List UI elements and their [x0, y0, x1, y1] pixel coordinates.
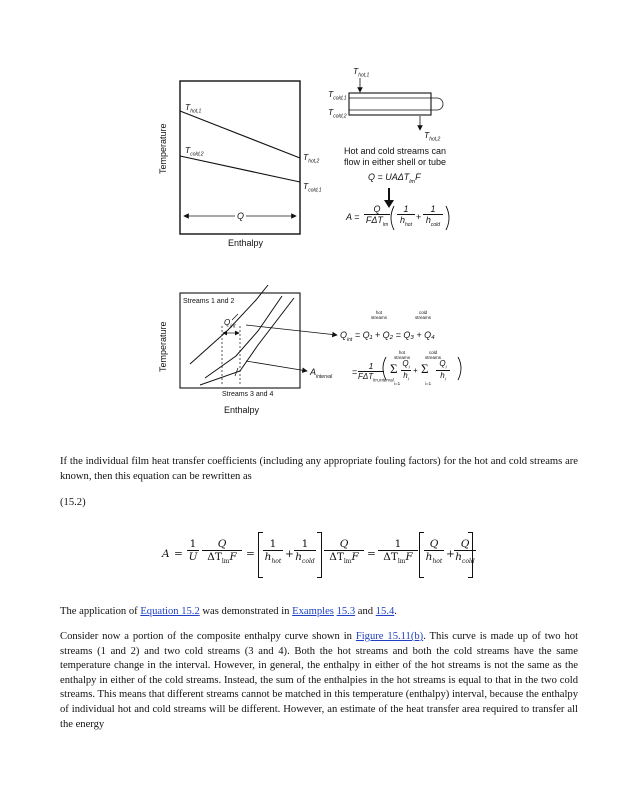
bracket-right-2: [468, 532, 473, 578]
area-pointer: [246, 361, 307, 371]
label-t-hot1: $T_{hot,1}$: [185, 102, 202, 115]
ex-label-cold1: $T_{cold,1}$: [328, 89, 347, 102]
q-int-pointer: [246, 325, 337, 335]
eq-frac-q-cold: Q $h_{cold}$: [455, 538, 475, 566]
q-int-label: $Q_{int}$: [224, 318, 236, 330]
eq-a-interval: $A_{interval}$: [310, 367, 333, 380]
eq-A: A: [162, 548, 170, 560]
eq-plus-2: +: [446, 548, 455, 560]
bottom-xlabel: Enthalpy: [224, 405, 260, 415]
link-examples[interactable]: Examples: [292, 606, 334, 617]
paren-left: [391, 206, 394, 230]
composite-plot-frame: [180, 293, 300, 388]
paragraph-1: If the individual film heat transfer coefficients (including any appropriate fouling factors) for the hot and cold streams are known, then this equation can be rewritten as: [60, 456, 578, 482]
eq-plus-1: +: [285, 548, 294, 560]
exchanger-note: Hot and cold streams can flow in either shell or tube: [343, 146, 447, 167]
q-label: Q: [237, 211, 245, 221]
eq-a-interval-frac: 1 $F\Delta T_{lm,interval}$: [358, 361, 394, 383]
bracket-right-1: [317, 532, 322, 578]
sum-frac-2: $Q_i$ $h_i$: [436, 359, 450, 381]
eq-a-plus: +: [416, 212, 422, 222]
paragraph-2: The application of Equation 15.2 was demonstrated in Examples 15.3 and 15.4.: [60, 606, 397, 617]
sum-limit-2: i=1: [425, 381, 432, 386]
ex-label-hot2: $T_{hot,2}$: [424, 130, 441, 143]
eq-frac-q-dt-2: Q $\Delta T_{lm}F$: [324, 538, 364, 565]
paragraph-3: Consider now a portion of the composite enthalpy curve shown in Figure 15.11(b). This curve is made up of two hot streams (1 and 2) and two cold streams (3 and 4). Both the hot streams and both the cold streams have the same temperature change in the interval. However, in general, the enthalpy in either of the hot streams is not the same as the enthalpy in either of the cold streams. Instead, the sum of the enthalpies in the hot streams is equal to that in the two cold streams. This means that different streams cannot be matched in this temperature (enthalpy) interval, because the enthalpy of individual hot and cold streams will be different. However, an estimate of the heat transfer area required to transfer all the energy: [60, 631, 579, 730]
eq-frac-1-dt: 1 $\Delta T_{lm}F$: [378, 538, 418, 565]
sum-limit-1: i=1: [394, 381, 401, 386]
equation-number: (15.2): [60, 497, 86, 508]
eq-a-frac-hot: 1 $h_{hot}$: [397, 204, 415, 228]
paren-right: [446, 206, 449, 230]
eq-q-uadt: $Q = UA\Delta T_{lm}F$: [368, 172, 421, 185]
u-bend: [437, 98, 443, 110]
eq-frac-1-u: 1 U: [188, 538, 198, 563]
link-figure-15-11b[interactable]: Figure 15.11(b): [355, 631, 424, 642]
exchanger-shell: [349, 93, 431, 115]
equation-15-2: [162, 532, 475, 582]
hot-streams-tag-2: hot streams: [393, 350, 410, 360]
cold-stream-line: [180, 156, 300, 182]
eq-a-frac-cold: 1 $h_{cold}$: [423, 204, 443, 228]
link-equation-15-2[interactable]: Equation 15.2: [140, 606, 200, 617]
label-t-hot2: $T_{hot,2}$: [303, 152, 320, 165]
sigma-2: Σ: [421, 361, 429, 376]
eq-equals-1: =: [174, 548, 183, 560]
top-xlabel: Enthalpy: [228, 238, 264, 248]
hot-streams-tag: hot streams: [370, 310, 387, 320]
cold-streams-tag-2: cold streams: [424, 350, 441, 360]
sum-plus: +: [413, 366, 418, 375]
eq-a-interval-eq: =: [352, 367, 358, 377]
label-t-cold1: $T_{cold,1}$: [303, 181, 322, 194]
sigma-1: Σ: [390, 361, 398, 376]
link-example-15-3[interactable]: 15.3: [336, 606, 356, 617]
streams12-label: Streams 1 and 2: [183, 298, 235, 305]
eq-frac-cold: 1 $h_{cold}$: [295, 538, 315, 566]
eq-frac-q-dt: Q $\Delta T_{lm}F$: [202, 538, 242, 565]
streams34-label: Streams 3 and 4: [222, 391, 274, 398]
eq-a-lhs: A =: [346, 212, 360, 222]
eq-equals-2: =: [246, 548, 255, 560]
eq-frac-q-hot: Q $h_{hot}$: [425, 538, 443, 566]
bottom-ylabel: Temperature: [158, 321, 168, 372]
ex-label-hot1: $T_{hot,1}$: [353, 66, 370, 79]
sum-paren-right: [458, 357, 461, 380]
label-t-cold2: $T_{cold,2}$: [185, 145, 204, 158]
top-ylabel: Temperature: [158, 123, 168, 174]
sum-frac-1: $Q_i$ $h_i$: [402, 359, 410, 382]
eq-q-int: $Q_{int} = Q_1 + Q_2 = Q_3 + Q_4$: [340, 330, 435, 343]
ex-label-cold2: $T_{cold,2}$: [328, 107, 347, 120]
eq-frac-hot: 1 $h_{hot}$: [264, 538, 282, 566]
eq-equals-3: =: [367, 548, 376, 560]
link-example-15-4[interactable]: 15.4: [375, 606, 395, 617]
eq-a-frac: Q $F\Delta T_{lm}$: [365, 204, 389, 228]
cold-streams-tag: cold streams: [414, 310, 431, 320]
